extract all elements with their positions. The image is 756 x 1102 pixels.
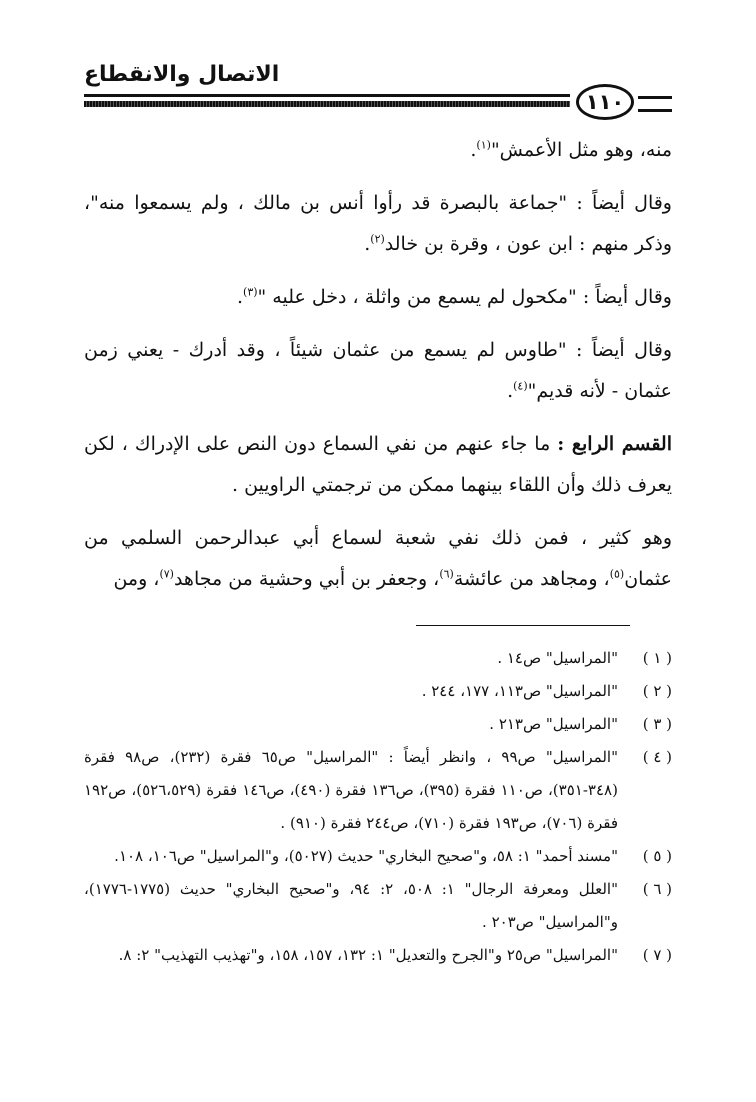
- section-heading: القسم الرابع :: [557, 433, 672, 455]
- footnote-marker: ( ٣ ): [642, 715, 672, 733]
- footnote-ref: (٦): [439, 567, 454, 581]
- footnote-marker: ( ٤ ): [642, 748, 672, 766]
- paragraph-end: .: [507, 380, 514, 402]
- footnote: [84, 873, 672, 939]
- paragraph: [84, 183, 672, 265]
- footnote-text: "المراسيل" ص٩٩ ، وانظر أيضاً : "المراسيل" ص٦٥ فقرة (٢٣٢)، ص٩٨ فقرة (٣٤٨-٣٥١)، ص١١٠ فقرة (٣٩٥)، ص١٣٦ فقرة (٤٩٠)، ص١٤٦ فقرة (٥٢٦،٥٢٩)، ص١٩٢ فقرة (٧٠٦)، ص١٩٣ فقرة (٧١٠)، ص٢٤٤ فقرة (٩١٠) .: [84, 748, 618, 832]
- footnote-text: "المراسيل" ص٢١٣ .: [489, 715, 618, 733]
- paragraph: [84, 277, 672, 318]
- header-rule: [84, 94, 570, 97]
- footnote: [84, 675, 672, 708]
- footnote-text: "مسند أحمد" ١: ٥٨، و"صحيح البخاري" حديث (٥٠٢٧)، و"المراسيل" ص١٠٦، ١٠٨.: [114, 847, 618, 865]
- footnote-separator: [416, 625, 630, 626]
- footnote-text: "المراسيل" ص١٤ .: [497, 649, 618, 667]
- paragraph-text: ما جاء عنهم من نفي السماع دون النص على الإدراك ، لكن يعرف ذلك وأن اللقاء بينهما ممكن من ترجمتي الراويين .: [84, 433, 672, 496]
- footnote-ref: (٢): [370, 232, 385, 246]
- paragraph: [84, 518, 672, 600]
- footnote: [84, 939, 672, 972]
- paragraph-text: وقال أيضاً : "جماعة بالبصرة قد رأوا أنس بن مالك ، ولم يسمعوا منه"، وذكر منهم : ابن عون ، وقرة بن خالد: [84, 192, 672, 255]
- header-rule-short: [638, 96, 672, 112]
- paragraph-text: وقال أيضاً : "مكحول لم يسمع من واثلة ، دخل عليه ": [257, 286, 672, 308]
- paragraph: [84, 424, 672, 506]
- footnote-ref: (٤): [513, 379, 528, 393]
- paragraph-end: .: [236, 286, 244, 308]
- footnote-ref: (٧): [159, 567, 174, 581]
- paragraph-text: وهو كثير ، فمن ذلك نفي شعبة لسماع أبي عبدالرحمن السلمي من عثمان: [84, 527, 672, 590]
- footnote: [84, 840, 672, 873]
- paragraph-end: .: [470, 139, 477, 161]
- footnote-text: "المراسيل" ص١١٣، ١٧٧، ٢٤٤ .: [421, 682, 618, 700]
- footnote-marker: ( ١ ): [642, 649, 672, 667]
- running-title: الاتصال والانقطاع: [84, 62, 280, 87]
- footnote-marker: ( ٧ ): [642, 946, 672, 964]
- paragraph: [84, 130, 672, 171]
- footnote-ref: (٥): [609, 567, 625, 581]
- footnote: [84, 708, 672, 741]
- footnote-ref: (٣): [243, 285, 258, 299]
- main-text: [84, 130, 672, 612]
- footnote-marker: ( ٦ ): [642, 880, 672, 898]
- paragraph-text: وقال أيضاً : "طاوس لم يسمع من عثمان شيئاً ، وقد أدرك - يعني زمن عثمان - لأنه قديم": [84, 339, 672, 402]
- footnote-ref: (١): [476, 138, 491, 152]
- page-number: ١١٠: [576, 84, 634, 120]
- header-rule-textured: [84, 101, 570, 107]
- footnote-marker: ( ٢ ): [642, 682, 672, 700]
- paragraph-text: ، ومجاهد من عائشة: [453, 568, 610, 590]
- paragraph-text: ، ومن: [113, 568, 160, 590]
- footnote: [84, 642, 672, 675]
- footnote: [84, 741, 672, 840]
- paragraph: [84, 330, 672, 412]
- footnote-marker: ( ٥ ): [642, 847, 672, 865]
- paragraph-text: منه، وهو مثل الأعمش": [490, 139, 672, 161]
- paragraph-end: .: [364, 233, 371, 255]
- footnote-text: "المراسيل" ص٢٥ و"الجرح والتعديل" ١: ١٣٢، ١٥٧، ١٥٨، و"تهذيب التهذيب" ٢: ٨.: [118, 946, 618, 964]
- footnotes: [84, 642, 672, 972]
- paragraph-text: ، وجعفر بن أبي وحشية من مجاهد: [173, 568, 440, 590]
- page-header: [0, 0, 756, 130]
- footnote-text: "العلل ومعرفة الرجال" ١: ٥٠٨، ٢: ٩٤، و"صحيح البخاري" حديث (١٧٧٥-١٧٧٦)، و"المراسيل" ص٢٠٣ .: [84, 880, 618, 931]
